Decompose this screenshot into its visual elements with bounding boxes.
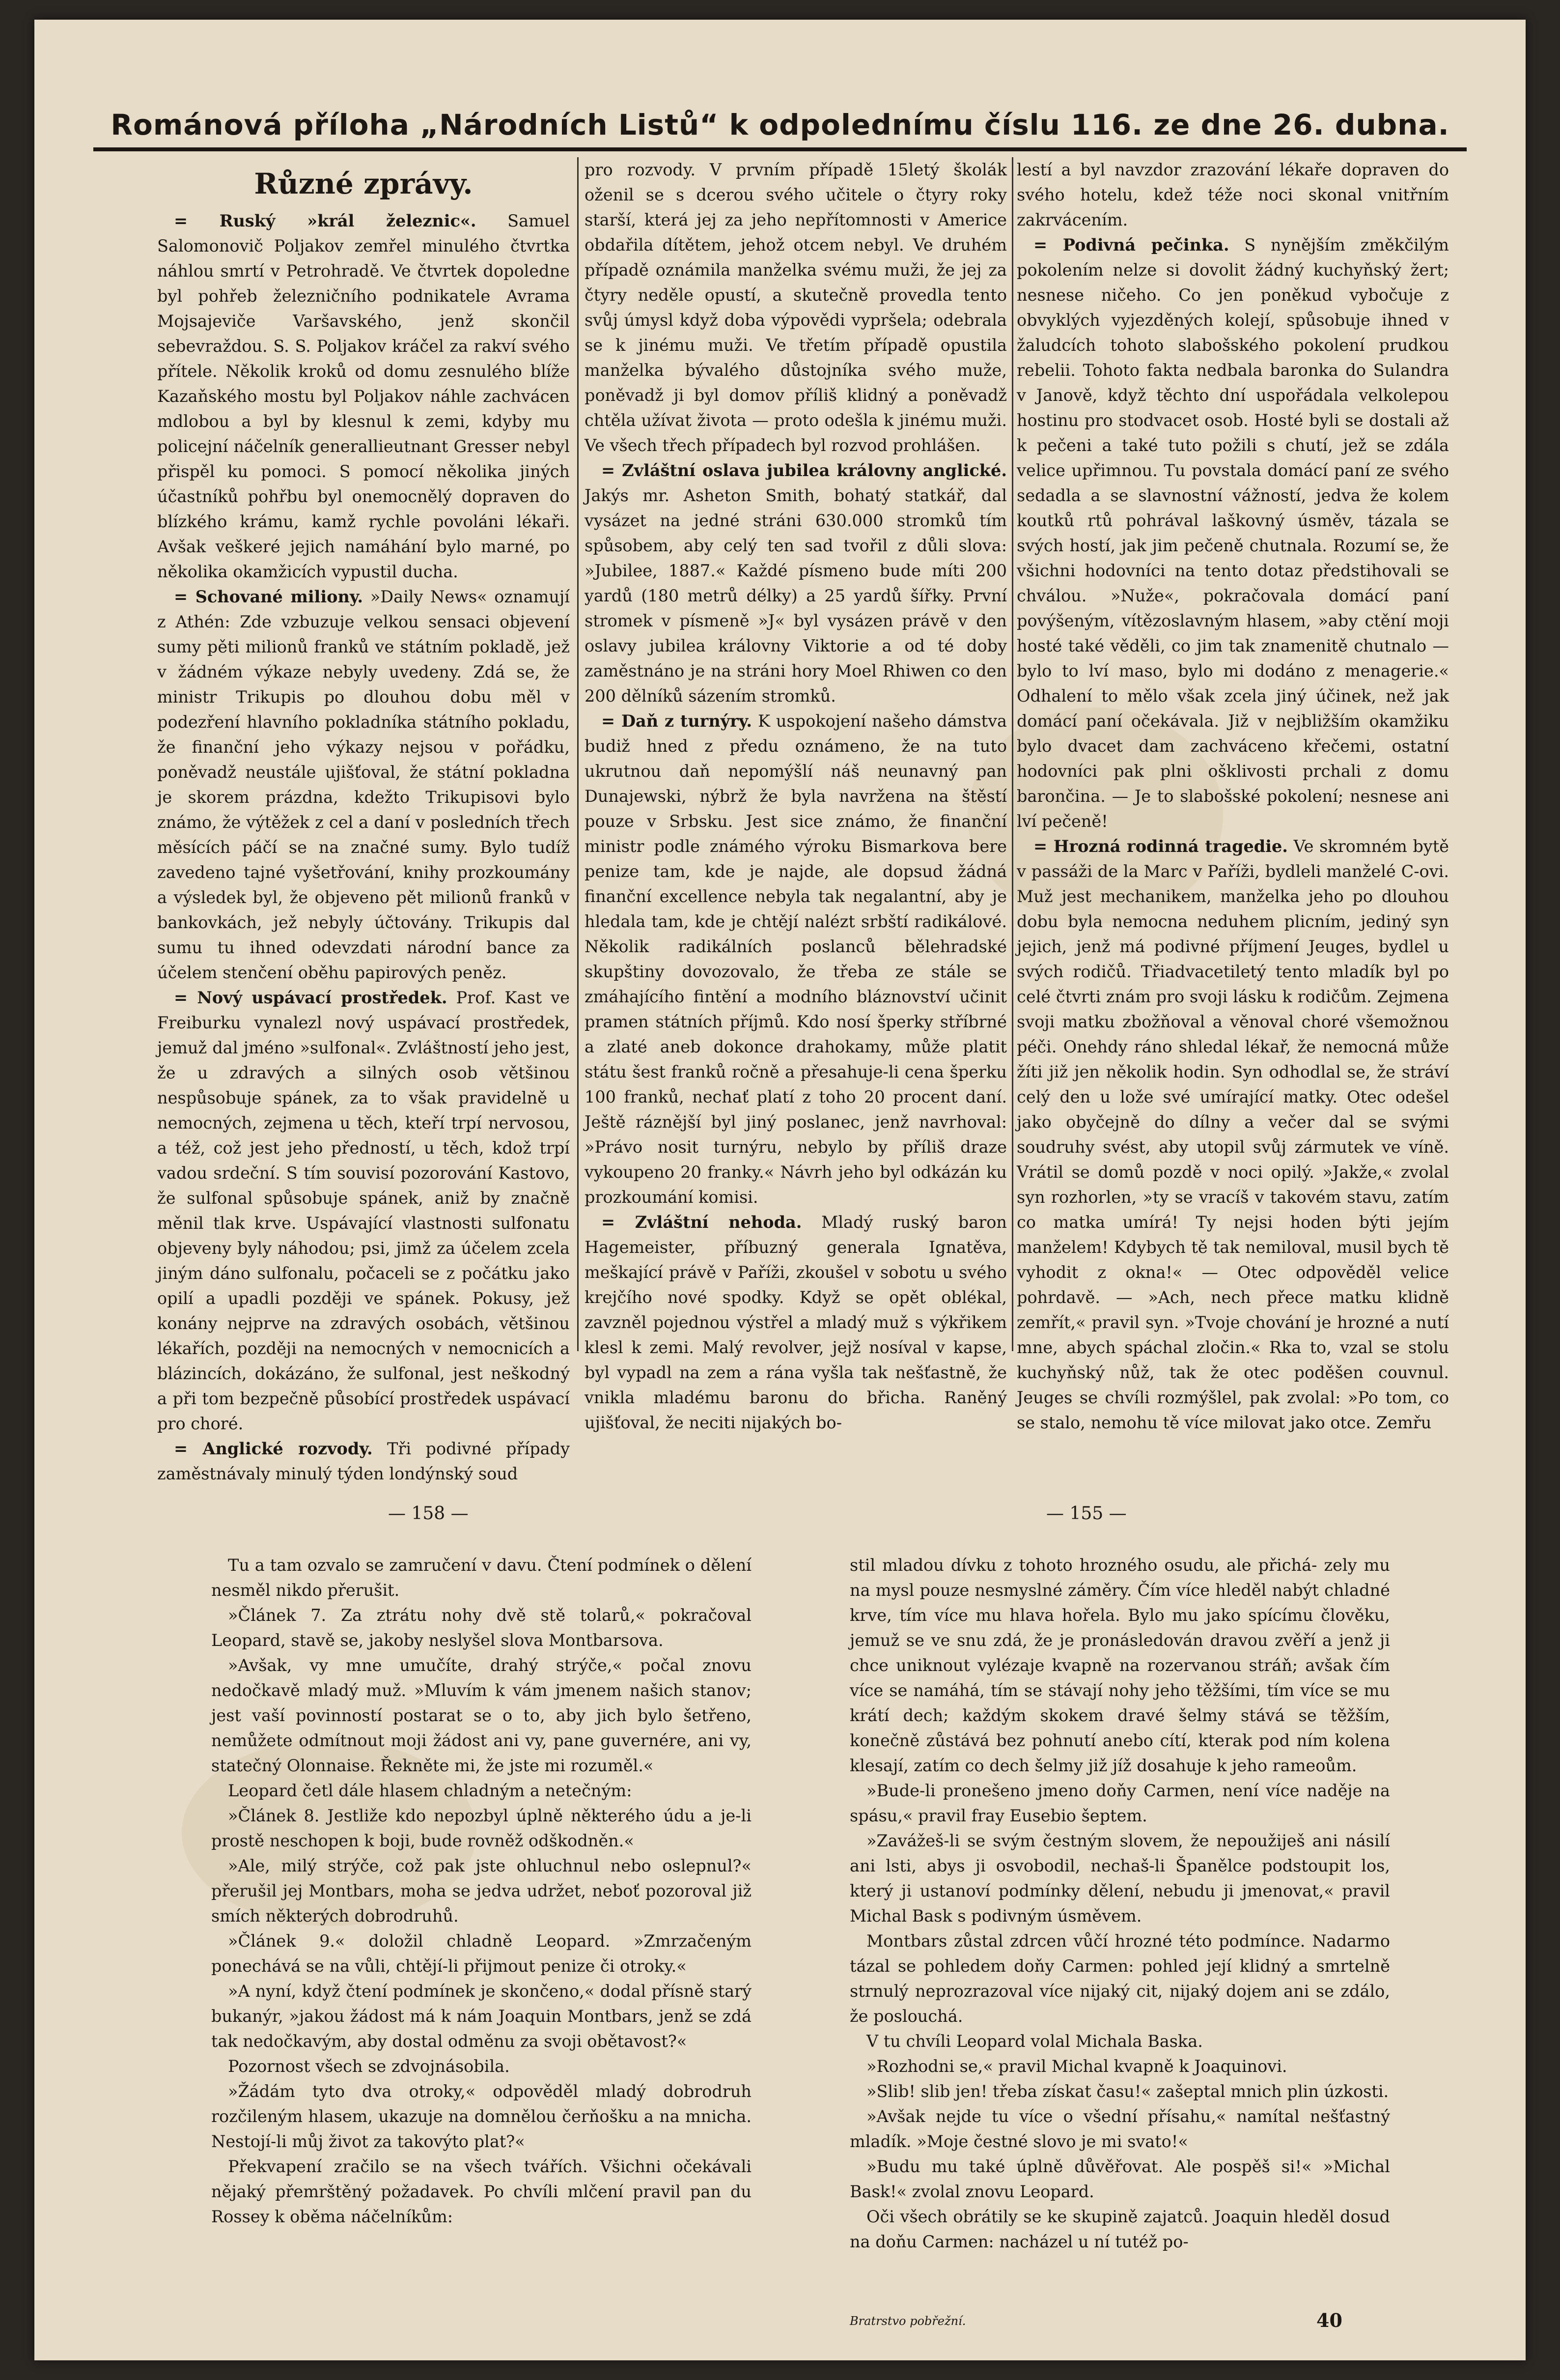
column-3	[1017, 157, 1449, 1432]
bottom-right-column	[850, 1553, 1390, 2319]
paragraph: »Rozhodni se,« pravil Michal kvapně k Joaquinovi.	[866, 2057, 1287, 2076]
paragraph: Montbars zůstal zdrcen vůčí hrozné této podmínce. Nadarmo tázal se pohledem doňy Carmen: pohled její klidný a smrtelně strnulý neprozrazoval více nijaký cit, nijaký dojem ani se zdálo, že poslouchá.	[850, 1931, 1390, 2026]
page-number-right: — 155 —	[1046, 1503, 1127, 1524]
paragraph: Pozornost všech se zdvojnásobila.	[228, 2057, 510, 2076]
paragraph: »Budu mu také úplně důvěřovat. Ale pospěš si!« »Michal Bask!« zvolal znovu Leopard.	[850, 2157, 1390, 2201]
paragraph: Překvapení zračilo se na všech tvářích. Všichni očekávali nějaký přemrštěný požadavek. Po chvíli mlčení pravil pan du Rossey k oběma náčelníkům:	[211, 2157, 752, 2226]
paragraph: »A nyní, když čtení podmínek je skončeno,« dodal přísně starý bukanýr, »jakou žádost má k nám Joaquin Montbars, jenž se zdá tak nedočkavým, aby dostal odměnu za svoji obětavost?«	[211, 1982, 752, 2051]
article-text: pro rozvody. V prvním případě 15letý školák oženil se s dcerou svého učitele o čtyry roky starší, která jej za jeho nepřítomnosti v Americe obdařila dítětem, jehož otcem nebyl. Ve druhém případě oznámila manželka svému muži, že jej za čtyry neděle opustí, a skutečně provedla tento svůj úmysl když doba výpovědi vypršela; odebrala se k jinému muži. Ve třetím případě opustila manželka bývalého důstojníka svého muže, poněvadž ji byl domov příliš klidný a poněvadž chtěla užívat života — proto odešla k jinému muži. Ve všech třech případech byl rozvod prohlášen.	[585, 160, 1007, 455]
paragraph: »Ale, milý strýče, což pak jste ohluchnul nebo oslepnul?« přerušil jej Montbars, moha se jedva udržet, neboť pozoroval již smích některých dobrodruhů.	[211, 1856, 752, 1926]
bottom-left-column	[211, 1553, 752, 2319]
article-text: lestí a byl navzdor zrazování lékaře dopraven do svého hotelu, kdež téže noci skonal vnitřním zakrvácením.	[1017, 160, 1449, 229]
paragraph: »Bude-li pronešeno jmeno doňy Carmen, není více naděje na spásu,« pravil fray Eusebio šeptem.	[850, 1781, 1390, 1825]
paragraph: »Zavážeš-li se svým čestným slovem, že nepoužiješ ani násilí ani lsti, abys ji osvobodil, nechaš-li Španělce podstoupit los, který ji ustanoví podmínky dělení, nebudu ji jmenovat,« pravil Michal Bask s podivným úsměvem.	[850, 1831, 1390, 1926]
paragraph: stil mladou dívku z tohoto hrozného osudu, ale přichá- zely mu na mysl pouze nesmyslné záměry. Čím více hleděl nabýt chladné krve, tím více mu hlava hořela. Bylo mu jako spícímu člověku, jemuž se ve snu zdá, že je pronásledován dravou zvěří a jenž ji chce uniknout vylézaje kvapně na rozervanou stráň; avšak čím více se namáhá, tím se stávají nohy jeho těžšími, tím více se mu krátí dech; každým skokem dravé šelmy stává se těžším, konečně zůstává bez pohnutí anebo cítí, kterak pod ním kolena klesají, zatím co dech šelmy již jíž dosahuje k jeho rameoům.	[850, 1556, 1390, 1775]
newspaper-page	[34, 20, 1526, 2360]
article	[157, 208, 570, 584]
article	[585, 157, 1007, 458]
paragraph: »Článek 9.« doložil chladně Leopard. »Zmrzačeným ponechává se na vůli, chtějí-li přijmout penize či otroky.«	[211, 1931, 752, 1976]
article	[1017, 157, 1449, 232]
article	[585, 1210, 1007, 1435]
paragraph: Tu a tam ozvalo se zamručení v davu. Čtení podmínek o dělení nesměl nikdo přerušit.	[211, 1556, 752, 1600]
footer-number: 40	[1316, 2309, 1342, 2331]
article-text: Samuel Salomonovič Poljakov zemřel minulého čtvrtka náhlou smrtí v Petrohradě. Ve čtvrtek dopoledne byl pohřeb železničního podnikatele Avrama Mojsajeviče Varšavského, jenž skončil sebevraždou. S. S. Poljakov kráčel za rakví svého přítele. Několik kroků od domu zesnulého blíže Kazaňského mostu byl Poljakov náhle zachvácen mdlobou a byl by klesnul k zemi, kdyby mu policejní náčelník generallieutnant Gresser nebyl přispěl ku pomoci. S pomocí několika jiných účastníků pohřbu byl onemocnělý dopraven do blízkého krámu, kamž rychle povoláni lékaři. Avšak veškeré jejich namáhání bylo marné, po několika okamžicích vypustil ducha.	[157, 211, 570, 581]
section-title: Různé zprávy.	[254, 167, 473, 200]
top-page	[34, 20, 1526, 1484]
column-divider	[1012, 157, 1013, 1351]
footer-publisher: Bratrstvo pobřežní.	[850, 2314, 966, 2328]
paragraph: Oči všech obrátily se ke skupině zajatců. Joaquin hleděl dosud na doňu Carmen: nacházel u ní tutéž po-	[850, 2207, 1390, 2251]
paragraph: V tu chvíli Leopard volal Michala Baska.	[866, 2032, 1203, 2051]
header-rule	[93, 147, 1467, 151]
column-divider	[577, 157, 579, 1351]
article-text: Mladý ruský baron Hagemeister, příbuzný generala Ignatěva, meškající právě v Paříži, zkoušel v sobotu u svého krejčího nové spodky. Když se opět oblékal, zavzněl pojednou výstřel a mladý muž s výkřikem klesl k zemi. Malý revolver, jejž nosíval v kapse, byl vypadl na zem a rána vyšla tak nešťastně, že vnikla mladému baronu do břicha. Raněný ujišťoval, že neciti nijakých bo-	[585, 1213, 1007, 1432]
article-text: K uspokojení našeho dámstva budiž hned z předu oznámeno, že na tuto ukrutnou daň nepomýšlí náš neunavný pan Dunajewski, nýbrž že byla navržena na štěstí pouze v Srbsku. Jest sice známo, že finanční ministr podle známého výroku Bismarkova bere penize tam, kde je najde, ale dopsud žádná finanční excellence nebyla tak negalantní, aby je hledala tam, kde je chtějí nalézt srbští radikálové. Několik radikálních poslanců bělehradské skupštiny dovozovalo, že třeba ze stále se zmáhajícího fintění a modního bláznovství učinit pramen státních příjmů. Kdo nosí šperky stříbrné a zlaté aneb dokonce drahokamy, může platit státu šest franků ročně a přesahuje-li cena šperku 100 franků, nechať platí z toho 20 procent daní. Ještě ráznější byl jiný poslanec, jenž navrhoval: »Právo nosit turnýru, nebylo by příliš draze vykoupeno 20 franky.« Návrh jeho byl odkázán ku prozkoumání komisi.	[585, 711, 1007, 1207]
paragraph: »Avšak nejde tu více o všední přísahu,« namítal nešťastný mladík. »Moje čestné slovo je mi svato!«	[850, 2107, 1390, 2151]
article-text: S nynějším změkčilým pokolením nelze si dovolit žádný kuchyňský žert; nesnese ničeho. Co jen poněkud vybočuje z obvyklých vyjezděných kolejí, spůsobuje ihned v žaludcích tohoto slabošského pokolení prudkou rebelii. Tohoto fakta nedbala baronka do Sulandra v Janově, když těchto dní uspořádala velkolepou hostinu pro stodvacet osob. Hosté byli se dostali až k pečeni a také tuto požili s chutí, jež se zdála velice upřimnou. Tu povstala domácí paní ze svého sedadla a se slavnostní vážností, jedva že kolem koutků rtů pohrával laškovný úsměv, tázala se svých hostí, jak jim pečeně chutnala. Rozumí se, že všichni hodovníci na tento dotaz předstihovali se chválou. »Nuže«, pokračovala domácí paní povýšeným, vítězoslavným hlasem, »aby ctění moji hosté také věděli, co jim tak znamenitě chutnalo — bylo to lví maso, bylo mi dodáno z menagerie.« Odhalení to mělo však zcela jiný účinek, než jak domácí paní očekávala. Již v nejbližším okamžiku bylo dvacet dam zachváceno křečemi, ostatní hodovníci pak plni ošklivosti prchali z domu barončina. — Je to slabošské pokolení; nesnese ani lví pečeně!	[1017, 235, 1449, 831]
article-heading: = Ruský »král železnic«.	[174, 211, 476, 230]
column-1	[157, 157, 570, 1483]
paragraph: »Avšak, vy mne umučíte, drahý strýče,« počal znovu nedočkavě mladý muž. »Mluvím k vám jmenem našich stanov; jest vaší povinností postarat se o to, aby jich bylo šetřeno, nemůžete odmítnout moji žádost ani vy, pane guvernére, ani vy, statečný Olonnaise. Řekněte mi, že jste mi rozuměl.«	[211, 1656, 752, 1775]
paragraph: Leopard četl dále hlasem chladným a netečným:	[228, 1781, 632, 1800]
article-heading: = Nový uspávací prostředek.	[174, 988, 447, 1007]
article-heading: = Zvláštní nehoda.	[601, 1213, 802, 1232]
article-text: Tři podivné případy zaměstnávaly minulý týden londýnský soud	[157, 1439, 570, 1483]
paragraph: »Článek 7. Za ztrátu nohy dvě stě tolarů,« pokračoval Leopard, stavě se, jakoby neslyšel slova Montbarsova.	[211, 1606, 752, 1650]
article	[157, 584, 570, 985]
paragraph: »Článek 8. Jestliže kdo nepozbyl úplně některého údu a je-li prostě neschopen k boji, bude rovněž odškodněn.«	[211, 1806, 752, 1850]
article	[1017, 232, 1449, 834]
article-heading: = Schované miliony.	[174, 587, 363, 606]
article	[157, 1436, 570, 1486]
article-heading: = Podivná pečinka.	[1033, 235, 1229, 255]
page-number-left: — 158 —	[388, 1503, 469, 1524]
column-2	[585, 157, 1007, 1432]
article-heading: = Anglické rozvody.	[174, 1439, 373, 1458]
article-heading: = Hrozná rodinná tragedie.	[1033, 837, 1288, 856]
paragraph: »Slib! slib jen! třeba získat času!« zašeptal mnich plin úzkosti.	[866, 2082, 1389, 2101]
page-header: Románová příloha „Národních Listů“ k odpolednímu číslu 116. ze dne 26. dubna.	[111, 108, 1449, 142]
article-text: Ve skromném bytě v passáži de la Marc v Paříži, bydleli manželé C-ovi. Muž jest mechanikem, manželka jeho po dlouhou dobu byla nemocna neduhem plicním, jediný syn jejich, jenž má podivné příjmení Jeuges, bydlel u svých rodičů. Třiadvacetiletý tento mladík byl po celé čtvrti znám pro svoji lásku k rodičům. Zejmena svoji matku zbožňoval a věnoval choré všemožnou péči. Onehdy ráno shledal lékař, že nemocná může žíti již jen několik hodin. Syn odhodlal se, že stráví celý den u lože své umírající matky. Otec odešel jako obyčejně do dílny a večer dal se svými soudruhy svést, aby utopil svůj zármutek ve víně. Vrátil se domů pozdě v noci opilý. »Jakže,« zvolal syn rozhorlen, »ty se vracíš v takovém stavu, zatím co matka umírá! Ty nejsi hoden býti jejím manželem! Kdybych tě tak nemiloval, musil bych tě vyhodit z okna!« — Otec odpověděl velice pohrdavě. — »Ach, nech přece matku klidně zemřít,« pravil syn. »Tvoje chování je hrozné a nutí mne, abych spáchal zločin.« Rka to, vzal se stolu kuchyňský nůž, tak že otec poděšen couvnul. Jeuges se chvíli rozmýšlel, pak zvolal: »Po tom, co se stalo, nemohu tě více milovat jako otce. Zemřu	[1017, 837, 1449, 1432]
article-text: »Daily News« oznamují z Athén: Zde vzbuzuje velkou sensaci objevení sumy pěti milionů franků ve státním pokladě, jež v žádném výkaze nebyly uvedeny. Zdá se, že ministr Trikupis po dlouhou dobu měl v podezření hlavního pokladníka státního pokladu, že finanční jeho výkazy nejsou v pořádku, poněvadž neustále ujišťoval, že státní pokladna je skorem prázdna, kdežto Trikupisovi bylo známo, že výtěžek z cel a daní v posledních třech měsících páčí se na značné sumy. Bylo tudíž zavedeno tajné vyšetřování, knihy prozkoumány a výsledek byl, že objeveno pět milionů franků v bankovkách, jež nebyly účtovány. Trikupis dal sumu tu ihned odevzdati národní bance za účelem stenčení oběhu papirových peněz.	[157, 587, 570, 982]
article	[585, 458, 1007, 708]
article-text: Prof. Kast ve Freiburku vynalezl nový uspávací prostředek, jemuž dal jméno »sulfonal«. Zvláštností jeho jest, že u zdravých a silných osob většinou nespůsobuje spánek, za to však pravidelně u nemocných, zejmena u těch, kteří trpí nervosou, a též, což jest jeho předností, u těch, kdož trpí vadou srdeční. S tím souvisí pozorování Kastovo, že sulfonal spůsobuje spánek, aniž by značně měnil tlak krve. Uspávající vlastnosti sulfonatu objeveny byly náhodou; psi, jimž za účelem zcela jiným dáno sulfonalu, počaceli se z počátku jako opilí a upadli později ve spánek. Pokusy, jež konány nejprve na zdravých osobách, většinou lékařích, později na nemocných v nemocnicích a blázincích, dokázáno, že sulfonal, jest neškodný a při tom bezpečně působící prostředek uspávací pro choré.	[157, 988, 570, 1433]
article	[1017, 834, 1449, 1435]
article-text: Jakýs mr. Asheton Smith, bohatý statkář, dal vysázet na jedné stráni 630.000 stromků tím spůsobem, aby celý ten sad tvořil z důli slova: »Jubilee, 1887.« Každé písmeno bude míti 200 yardů (180 metrů délky) a 25 yardů šířky. První stromek v písmeně »J« byl vysázen právě v den oslavy jubilea královny Viktorie a od té doby zaměstnáno je na stráni hory Moel Rhiwen co den 200 dělníků sázením stromků.	[585, 486, 1007, 706]
paragraph: »Žádám tyto dva otroky,« odpověděl mladý dobrodruh rozčileným hlasem, ukazuje na domnělou čerňošku a na mnicha. Nestojí-li můj život za takovýto plat?«	[211, 2082, 752, 2151]
article-heading: = Daň z turnýry.	[601, 711, 752, 731]
article-heading: = Zvláštní oslava jubilea královny anglické.	[601, 461, 1007, 480]
article	[157, 985, 570, 1436]
article	[585, 708, 1007, 1210]
